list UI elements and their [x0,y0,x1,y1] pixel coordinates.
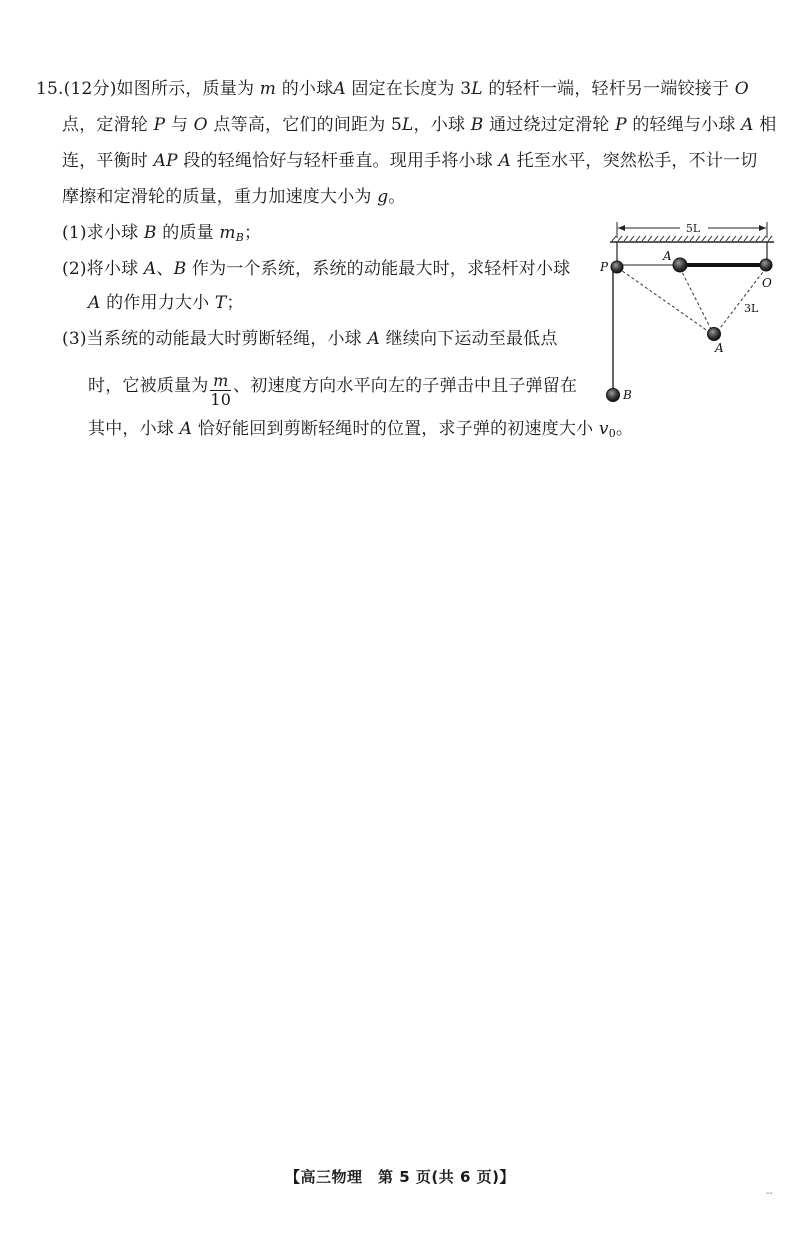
page-footer: 【高三物理 第 5 页(共 6 页)】 [285,1168,515,1186]
corner-mark: -- [766,1188,773,1199]
label-B: B [623,388,632,402]
label-5L: 5L [685,222,701,235]
label-3L: 3L [744,302,759,315]
problem-points: (12分) [63,79,117,99]
ball-B [607,389,620,402]
hinge-O [760,259,772,271]
label-A-top: A [663,249,672,263]
pulley-P [611,261,623,273]
physics-diagram [596,218,786,408]
ball-A-equilibrium [708,328,721,341]
question-3-line-3: 其中，小球 A 恰好能回到剪断轻绳时的位置，求子弹的初速度大小 $v_0$。 [88,419,634,440]
question-2-line-1: (2)将小球 A、B 作为一个系统，系统的动能最大时，求轻杆对小球 [62,259,571,279]
dashed-equilibrium-lines [618,268,766,334]
question-2-line-2: A 的作用力大小 T； [88,293,244,313]
label-P: P [600,260,609,274]
question-1: (1)求小球 B 的质量 $m_B$； [62,223,262,244]
problem-line-3: 连，平衡时 AP 段的轻绳恰好与轻杆垂直。现用手将小球 A 托至水平，突然松手，不计一切 [62,151,758,171]
question-3-line-2: 时，它被质量为 $\frac{m}{10}$ 、初速度方向水平向左的子弹击中且子弹留在 [88,371,578,409]
problem-line-2: 点，定滑轮 P 与 O 点等高，它们的间距为 5L，小球 B 通过绕过定滑轮 P 的轻绳与小球 A 相 [62,115,777,135]
problem-line-1: 15.(12分)如图所示，质量为 m 的小球A 固定在长度为 3L 的轻杆一端，轻杆另一端铰接于 O [36,79,749,99]
label-A-low: A [715,341,724,355]
ceiling [610,236,774,242]
ball-A-horizontal [673,258,687,272]
problem-line-4: 摩擦和定滑轮的质量，重力加速度大小为 g。 [62,187,406,207]
mass-fraction: $\frac{m}{10}$ [210,371,232,409]
question-3-line-1: (3)当系统的动能最大时剪断轻绳，小球 A 继续向下运动至最低点 [62,329,558,349]
problem-number: 15. [36,79,64,99]
dimension-5L [617,222,767,238]
label-O: O [762,276,772,290]
